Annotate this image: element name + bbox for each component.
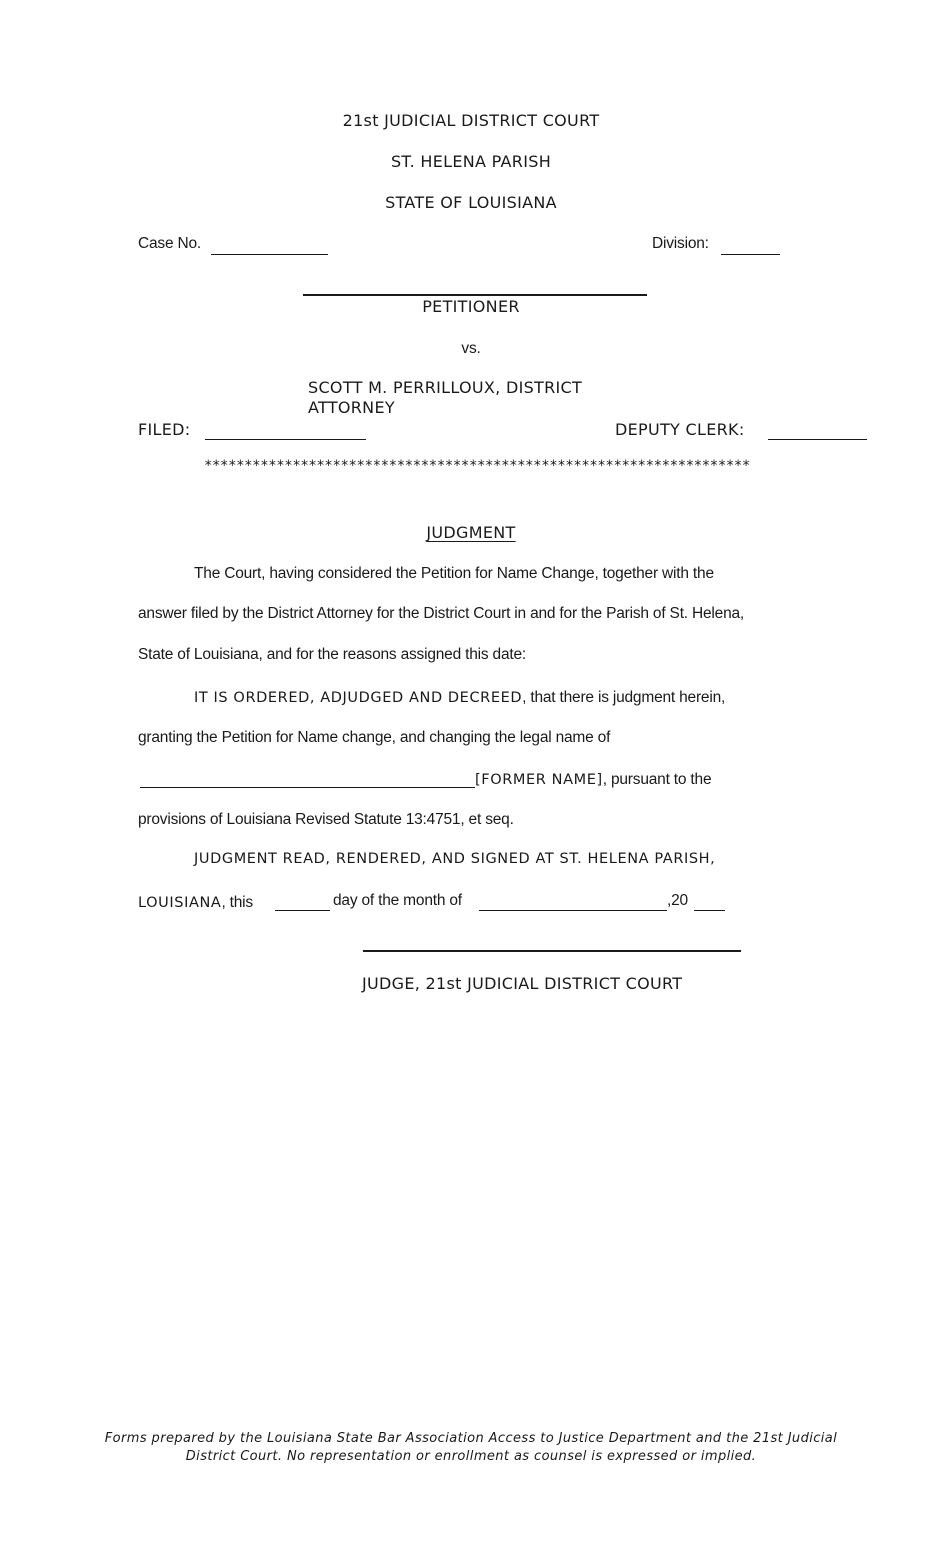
order-caps: IT IS ORDERED, ADJUDGED AND DECREED	[194, 690, 523, 706]
parish-name: ST. HELENA PARISH	[390, 152, 552, 171]
para2-line1	[194, 687, 725, 707]
case-no-field[interactable]	[211, 254, 328, 255]
deputy-clerk-label: DEPUTY CLERK:	[615, 420, 745, 439]
division-label: Division:	[652, 235, 709, 252]
judgment-title-text: JUDGMENT	[426, 523, 516, 542]
day-of-month-label: day of the month of	[333, 892, 462, 909]
para3-line2	[138, 892, 253, 912]
petitioner-label: PETITIONER	[422, 297, 520, 316]
judge-signature-line[interactable]	[363, 950, 741, 952]
judgment-title	[0, 523, 942, 542]
para2-line4: provisions of Louisiana Revised Statute 13:4751, et seq.	[138, 811, 514, 828]
division-field[interactable]	[721, 254, 780, 255]
deputy-clerk-field[interactable]	[768, 439, 867, 440]
louisiana-caps: LOUISIANA	[138, 895, 222, 911]
court-name: 21st JUDICIAL DISTRICT COURT	[342, 111, 600, 130]
para1-line3: State of Louisiana, and for the reasons assigned this date:	[138, 646, 527, 663]
month-field[interactable]	[479, 910, 667, 911]
para1-line1: The Court, having considered the Petition for Name Change, together with the	[194, 565, 714, 582]
year-field[interactable]	[694, 910, 725, 911]
footer-line2: District Court. No representation or enrollment as counsel is expressed or implied.	[185, 1449, 757, 1464]
year-label: ,20	[667, 892, 688, 909]
vs-label: vs.	[461, 340, 481, 357]
former-name-line	[475, 769, 711, 789]
separator-stars: ********************************************************************	[204, 458, 750, 474]
judge-label: JUDGE, 21st JUDICIAL DISTRICT COURT	[362, 974, 683, 993]
respondent-name: SCOTT M. PERRILLOUX, DISTRICT ATTORNEY	[308, 378, 583, 417]
former-name-field[interactable]	[140, 787, 475, 788]
filed-date-field[interactable]	[205, 439, 366, 440]
state-name: STATE OF LOUISIANA	[385, 193, 557, 212]
day-field[interactable]	[275, 910, 330, 911]
para3-line1: JUDGMENT READ, RENDERED, AND SIGNED AT ST. HELENA PARISH,	[194, 851, 716, 867]
this-label: , this	[221, 894, 253, 911]
case-no-label: Case No.	[138, 235, 202, 252]
para2-line2: granting the Petition for Name change, and changing the legal name of	[138, 729, 611, 746]
former-name-caps: [FORMER NAME]	[475, 772, 603, 788]
petitioner-name-field[interactable]	[303, 294, 647, 296]
former-name-rest: , pursuant to the	[602, 771, 712, 788]
footer-line1: Forms prepared by the Louisiana State Bar Association Access to Justice Department and the 21st Judicial	[104, 1431, 838, 1446]
para1-line2: answer filed by the District Attorney for the District Court in and for the Parish of St. Helena,	[138, 605, 745, 622]
filed-label: FILED:	[138, 420, 191, 439]
order-rest: , that there is judgment herein,	[522, 689, 726, 706]
